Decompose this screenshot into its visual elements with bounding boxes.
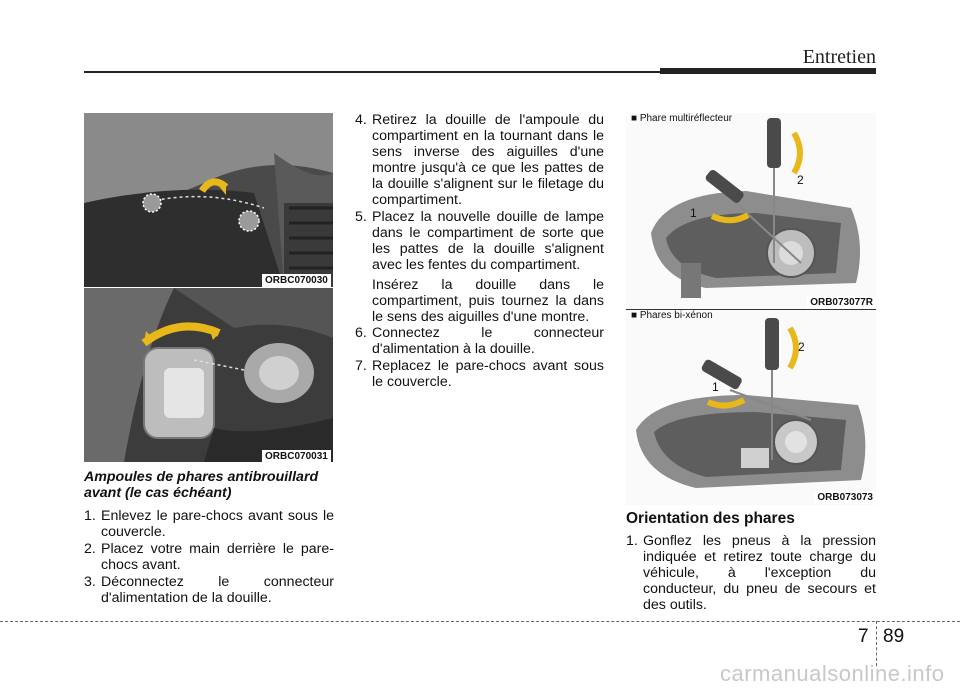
watermark: carmanualsonline.info <box>720 661 945 686</box>
header-rule-thin <box>84 71 660 73</box>
page-number: 89 <box>883 626 905 647</box>
step-number: 4. <box>355 112 367 128</box>
figure-label: ■ Phares bi-xénon <box>631 310 713 321</box>
subheading-line: avant (le cas échéant) <box>84 485 232 501</box>
step-item <box>626 533 876 613</box>
step-number: 3. <box>84 574 96 590</box>
figure-code: ORBC070031 <box>262 450 331 463</box>
chapter-number: 7 <box>858 626 869 647</box>
step-item <box>84 574 334 606</box>
bixenon-headlamp-figure <box>626 310 876 505</box>
step-number: 2. <box>84 541 96 557</box>
step-item <box>355 358 604 390</box>
fog-lamp-socket-photo <box>84 288 333 462</box>
step-item <box>84 508 334 540</box>
step-item <box>355 325 604 357</box>
step-text: Replacez le pare-chocs avant sous le couvercle. <box>372 358 604 390</box>
step-number: 1. <box>626 533 638 549</box>
figure-code: ORBC070030 <box>262 274 331 287</box>
multireflector-headlamp-figure <box>626 113 876 310</box>
step-text: Placez la nouvelle douille de lampe dans le compartiment de sorte que les pattes de la douille s'alignent avec les fentes du compartiment. <box>372 209 604 273</box>
subheading <box>84 469 334 501</box>
step-text: Gonflez les pneus à la pression indiquée et retirez toute charge du véhicule, à l'exception du conducteur, du pneu de secours et des outils. <box>643 533 876 613</box>
section-heading: Orientation des phares <box>626 510 795 527</box>
step-text: Retirez la douille de l'ampoule du compartiment en la tournant dans le sens inverse des aiguilles d'une montre jusqu'à ce que les pattes de la douille s'alignent sur le filetage du compartiment. <box>372 112 604 208</box>
step-number: 1. <box>84 508 96 524</box>
figure-code: ORB073073 <box>814 491 876 504</box>
subheading-line: Ampoules de phares antibrouillard <box>84 469 319 485</box>
paragraph: Insérez la douille dans le compartiment, puis tournez la dans le sens des aiguilles d'une montre. <box>372 277 604 325</box>
footer-dashed-vertical <box>876 621 877 666</box>
step-text: Placez votre main derrière le pare-chocs avant. <box>101 541 334 573</box>
callout-number: 1 <box>712 380 719 394</box>
step-number: 5. <box>355 209 367 225</box>
step-item <box>84 541 334 573</box>
step-number: 7. <box>355 358 367 374</box>
middle-column <box>355 112 604 391</box>
header-rule-thick <box>660 68 876 74</box>
callout-number: 1 <box>690 206 697 220</box>
step-item <box>355 209 604 273</box>
step-number: 6. <box>355 325 367 341</box>
fog-lamp-cover-photo <box>84 113 333 287</box>
footer-dashed-rule <box>0 621 960 622</box>
step-item <box>355 112 604 208</box>
left-column <box>84 469 334 607</box>
figure-label: ■ Phare multiréflecteur <box>631 113 733 124</box>
step-text: Enlevez le pare-chocs avant sous le couvercle. <box>101 508 334 540</box>
callout-number: 2 <box>798 340 805 354</box>
step-text: Déconnectez le connecteur d'alimentation de la douille. <box>101 574 334 606</box>
section-title: Entretien <box>802 46 876 68</box>
callout-number: 2 <box>797 173 804 187</box>
right-column <box>626 511 876 614</box>
figure-code: ORB073077R <box>807 296 876 309</box>
step-text: Connectez le connecteur d'alimentation à la douille. <box>372 325 604 357</box>
